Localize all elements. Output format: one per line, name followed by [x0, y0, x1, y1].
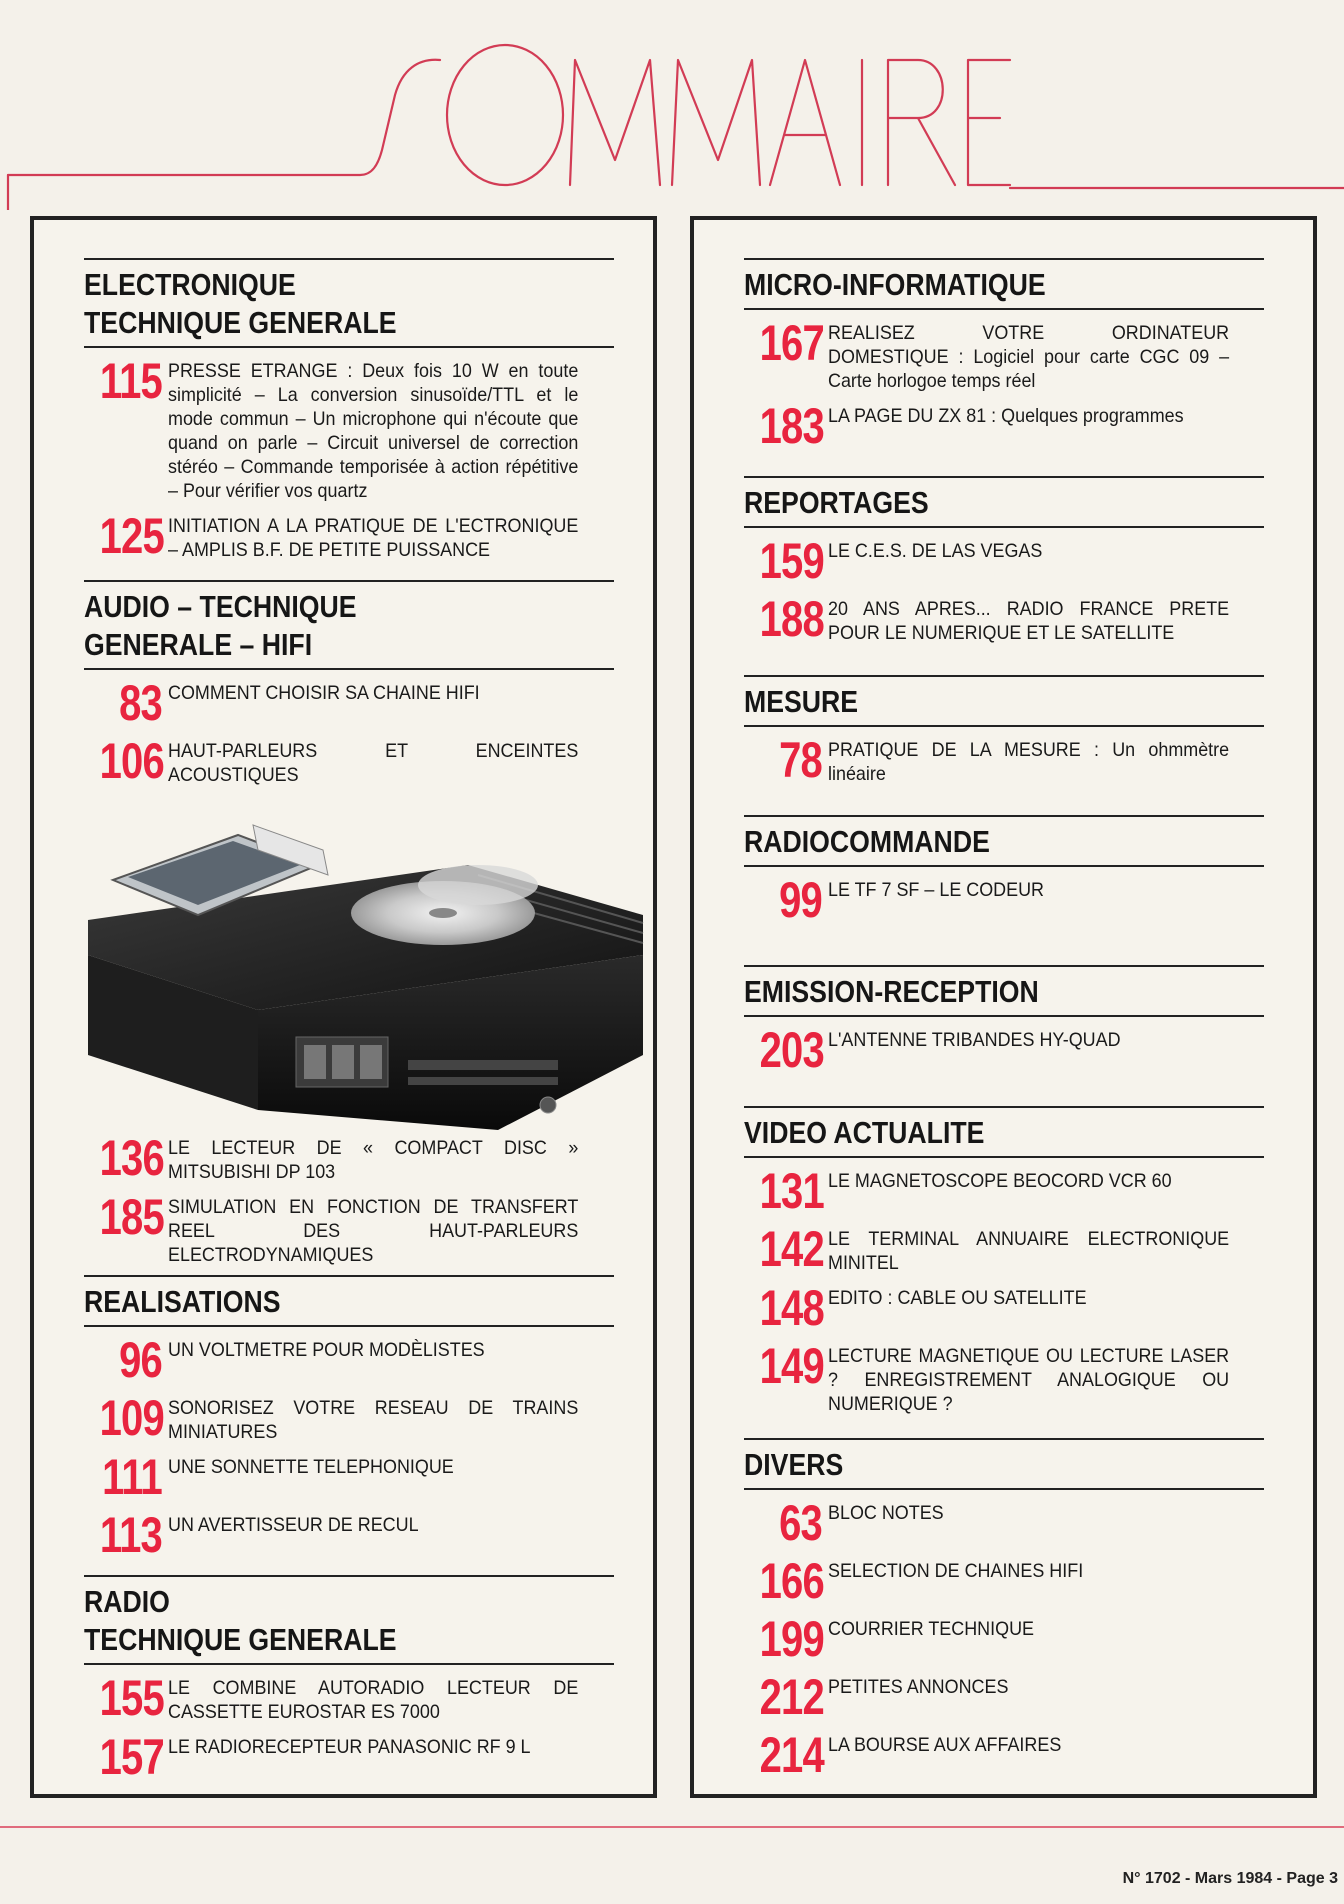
section-divers	[744, 1438, 1264, 1783]
entry-text: SONORISEZ VOTRE RESEAU DE TRAINS MINIATURES	[168, 1397, 579, 1443]
section-header	[744, 965, 1264, 1017]
entry-text: LE TERMINAL ANNUAIRE ELECTRONIQUE MINITEL	[828, 1228, 1230, 1274]
section-header	[744, 258, 1264, 310]
page-number: 199	[759, 1611, 824, 1667]
right-column	[690, 216, 1317, 1798]
entry-text: UNE SONNETTE TELEPHONIQUE	[168, 1456, 454, 1478]
toc-entry[interactable]	[84, 1130, 614, 1186]
section-title: REALISATIONS	[84, 1284, 281, 1319]
section-mesure	[744, 675, 1264, 786]
toc-entry[interactable]	[84, 1729, 614, 1785]
toc-entry[interactable]	[84, 1189, 614, 1267]
entry-text: LE C.E.S. DE LAS VEGAS	[828, 540, 1043, 562]
page-number: 111	[102, 1449, 162, 1505]
toc-entry[interactable]	[84, 508, 614, 564]
cd-player-photo	[68, 805, 664, 1145]
page-number: 157	[99, 1729, 164, 1785]
section-header	[744, 1438, 1264, 1490]
entry-text: SELECTION DE CHAINES HIFI	[828, 1560, 1084, 1582]
toc-entry[interactable]	[744, 1553, 1264, 1609]
section-radiocommande	[744, 815, 1264, 928]
entry-text: INITIATION A LA PRATIQUE DE L'ECTRONIQUE – AMPLIS B.F. DE PETITE PUISSANCE	[168, 515, 579, 561]
page-number: 155	[99, 1670, 164, 1726]
entry-text: EDITO : CABLE OU SATELLITE	[828, 1287, 1087, 1309]
section-emission-reception	[744, 965, 1264, 1078]
entry-text: BLOC NOTES	[828, 1502, 944, 1524]
toc-entry[interactable]	[744, 1280, 1264, 1336]
entry-text: COURRIER TECHNIQUE	[828, 1618, 1035, 1640]
section-title: DIVERS	[744, 1447, 844, 1482]
section-video-actualite	[744, 1106, 1264, 1416]
page-number: 125	[99, 508, 164, 564]
section-header	[84, 580, 614, 670]
section-header	[744, 1106, 1264, 1158]
page-number: 131	[759, 1163, 824, 1219]
toc-entry[interactable]	[84, 1507, 614, 1563]
toc-entry[interactable]	[744, 1221, 1264, 1277]
section-title: AUDIO – TECHNIQUE	[84, 589, 357, 624]
toc-entry[interactable]	[744, 533, 1264, 589]
toc-entry[interactable]	[84, 1449, 614, 1505]
section-title: VIDEO ACTUALITE	[744, 1115, 985, 1150]
section-header	[744, 815, 1264, 867]
section-reportages	[744, 476, 1264, 645]
page-number: 113	[99, 1507, 162, 1563]
section-title: RADIOCOMMANDE	[744, 824, 990, 859]
page-number: 185	[99, 1189, 164, 1245]
page-number: 115	[99, 353, 162, 409]
entry-text: PRATIQUE DE LA MESURE : Un ohmmètre linéaire	[828, 739, 1230, 785]
toc-entry[interactable]	[744, 398, 1264, 454]
entry-text: REALISEZ VOTRE ORDINATEUR DOMESTIQUE : Logiciel pour carte CGC 09 – Carte horlogoe temps réel	[828, 322, 1230, 392]
toc-entry[interactable]	[84, 675, 614, 731]
page-number: 167	[759, 315, 824, 371]
section-title: TECHNIQUE GENERALE	[84, 1622, 397, 1657]
entry-text: LA BOURSE AUX AFFAIRES	[828, 1734, 1062, 1756]
entry-text: LE RADIORECEPTEUR PANASONIC RF 9 L	[168, 1736, 531, 1758]
page-number: 203	[759, 1022, 824, 1078]
page-number: 83	[119, 675, 162, 731]
masthead-lettering	[0, 0, 1344, 210]
section-radio	[84, 1575, 614, 1785]
page-number: 142	[759, 1221, 824, 1277]
entry-text: UN AVERTISSEUR DE RECUL	[168, 1514, 419, 1536]
page-number: 99	[779, 872, 822, 928]
page-number: 166	[759, 1553, 824, 1609]
section-audio-continued	[84, 1125, 614, 1267]
entry-text: UN VOLTMETRE POUR MODÈLISTES	[168, 1339, 485, 1361]
toc-entry[interactable]	[744, 1022, 1264, 1078]
toc-entry[interactable]	[744, 1611, 1264, 1667]
section-header	[744, 675, 1264, 727]
page-number: 109	[99, 1390, 164, 1446]
page-number: 183	[759, 398, 824, 454]
entry-text: LE MAGNETOSCOPE BEOCORD VCR 60	[828, 1170, 1172, 1192]
left-column	[30, 216, 657, 1798]
page-footer: N° 1702 - Mars 1984 - Page 3	[1122, 1870, 1338, 1887]
entry-text: 20 ANS APRES... RADIO FRANCE PRETE POUR LE NUMERIQUE ET LE SATELLITE	[828, 598, 1230, 644]
toc-entry[interactable]	[84, 1670, 614, 1726]
toc-entry[interactable]	[744, 1727, 1264, 1783]
page-number: 214	[759, 1727, 824, 1783]
toc-entry[interactable]	[84, 353, 614, 503]
toc-entry[interactable]	[84, 1390, 614, 1446]
toc-entry[interactable]	[744, 1163, 1264, 1219]
section-header	[84, 258, 614, 348]
toc-entry[interactable]	[744, 591, 1264, 647]
toc-entry[interactable]	[744, 732, 1264, 788]
page-number: 188	[759, 591, 824, 647]
toc-entry[interactable]	[744, 1669, 1264, 1725]
section-title: TECHNIQUE GENERALE	[84, 305, 397, 340]
section-title: MICRO-INFORMATIQUE	[744, 267, 1046, 302]
section-title: RADIO	[84, 1584, 170, 1619]
section-audio	[84, 580, 614, 787]
section-title: MESURE	[744, 684, 859, 719]
section-micro-informatique	[744, 258, 1264, 454]
toc-entry[interactable]	[744, 1338, 1264, 1416]
page-number: 63	[779, 1495, 822, 1551]
page-number: 78	[779, 732, 822, 788]
toc-entry[interactable]	[744, 1495, 1264, 1551]
toc-entry[interactable]	[84, 733, 614, 789]
page-number: 148	[759, 1280, 824, 1336]
section-header	[84, 1275, 614, 1327]
entry-text: COMMENT CHOISIR SA CHAINE HIFI	[168, 682, 480, 704]
entry-text: L'ANTENNE TRIBANDES HY-QUAD	[828, 1029, 1121, 1051]
section-title: EMISSION-RECEPTION	[744, 974, 1039, 1009]
entry-text: HAUT-PARLEURS ET ENCEINTES ACOUSTIQUES	[168, 740, 579, 786]
section-electronique	[84, 258, 614, 562]
entry-text: LE TF 7 SF – LE CODEUR	[828, 879, 1045, 901]
page-number: 159	[759, 533, 824, 589]
toc-entry[interactable]	[744, 872, 1264, 928]
page-number: 212	[759, 1669, 824, 1725]
footer-rule	[0, 1826, 1344, 1828]
toc-entry[interactable]	[84, 1332, 614, 1388]
page-number: 106	[99, 733, 164, 789]
entry-text: PETITES ANNONCES	[828, 1676, 1009, 1698]
section-title: REPORTAGES	[744, 485, 929, 520]
section-title: ELECTRONIQUE	[84, 267, 296, 302]
section-header	[84, 1575, 614, 1665]
entry-text: LE COMBINE AUTORADIO LECTEUR DE CASSETTE EUROSTAR ES 7000	[168, 1677, 579, 1723]
toc-entry[interactable]	[744, 315, 1264, 393]
entry-text: SIMULATION EN FONCTION DE TRANSFERT REEL DES HAUT-PARLEURS ELECTRODYNAMIQUES	[168, 1196, 579, 1266]
entry-text: LE LECTEUR DE « COMPACT DISC » MITSUBISHI DP 103	[168, 1137, 579, 1183]
section-title: GENERALE – HIFI	[84, 627, 313, 662]
section-realisations	[84, 1275, 614, 1563]
page-number: 136	[99, 1130, 164, 1186]
entry-text: LECTURE MAGNETIQUE OU LECTURE LASER ? ENREGISTREMENT ANALOGIQUE OU NUMERIQUE ?	[828, 1345, 1230, 1415]
entry-text: PRESSE ETRANGE : Deux fois 10 W en toute simplicité – La conversion sinusoïde/TTL et le mode commun – Un microphone qui n'écoute que quand on parle – Circuit universel de correction stéréo – Commande temporisée à action répétitive – Pour vérifier vos quartz	[168, 360, 579, 502]
page-number: 149	[759, 1338, 824, 1394]
masthead	[0, 0, 1344, 210]
page-number: 96	[119, 1332, 162, 1388]
entry-text: LA PAGE DU ZX 81 : Quelques programmes	[828, 405, 1184, 427]
section-header	[744, 476, 1264, 528]
